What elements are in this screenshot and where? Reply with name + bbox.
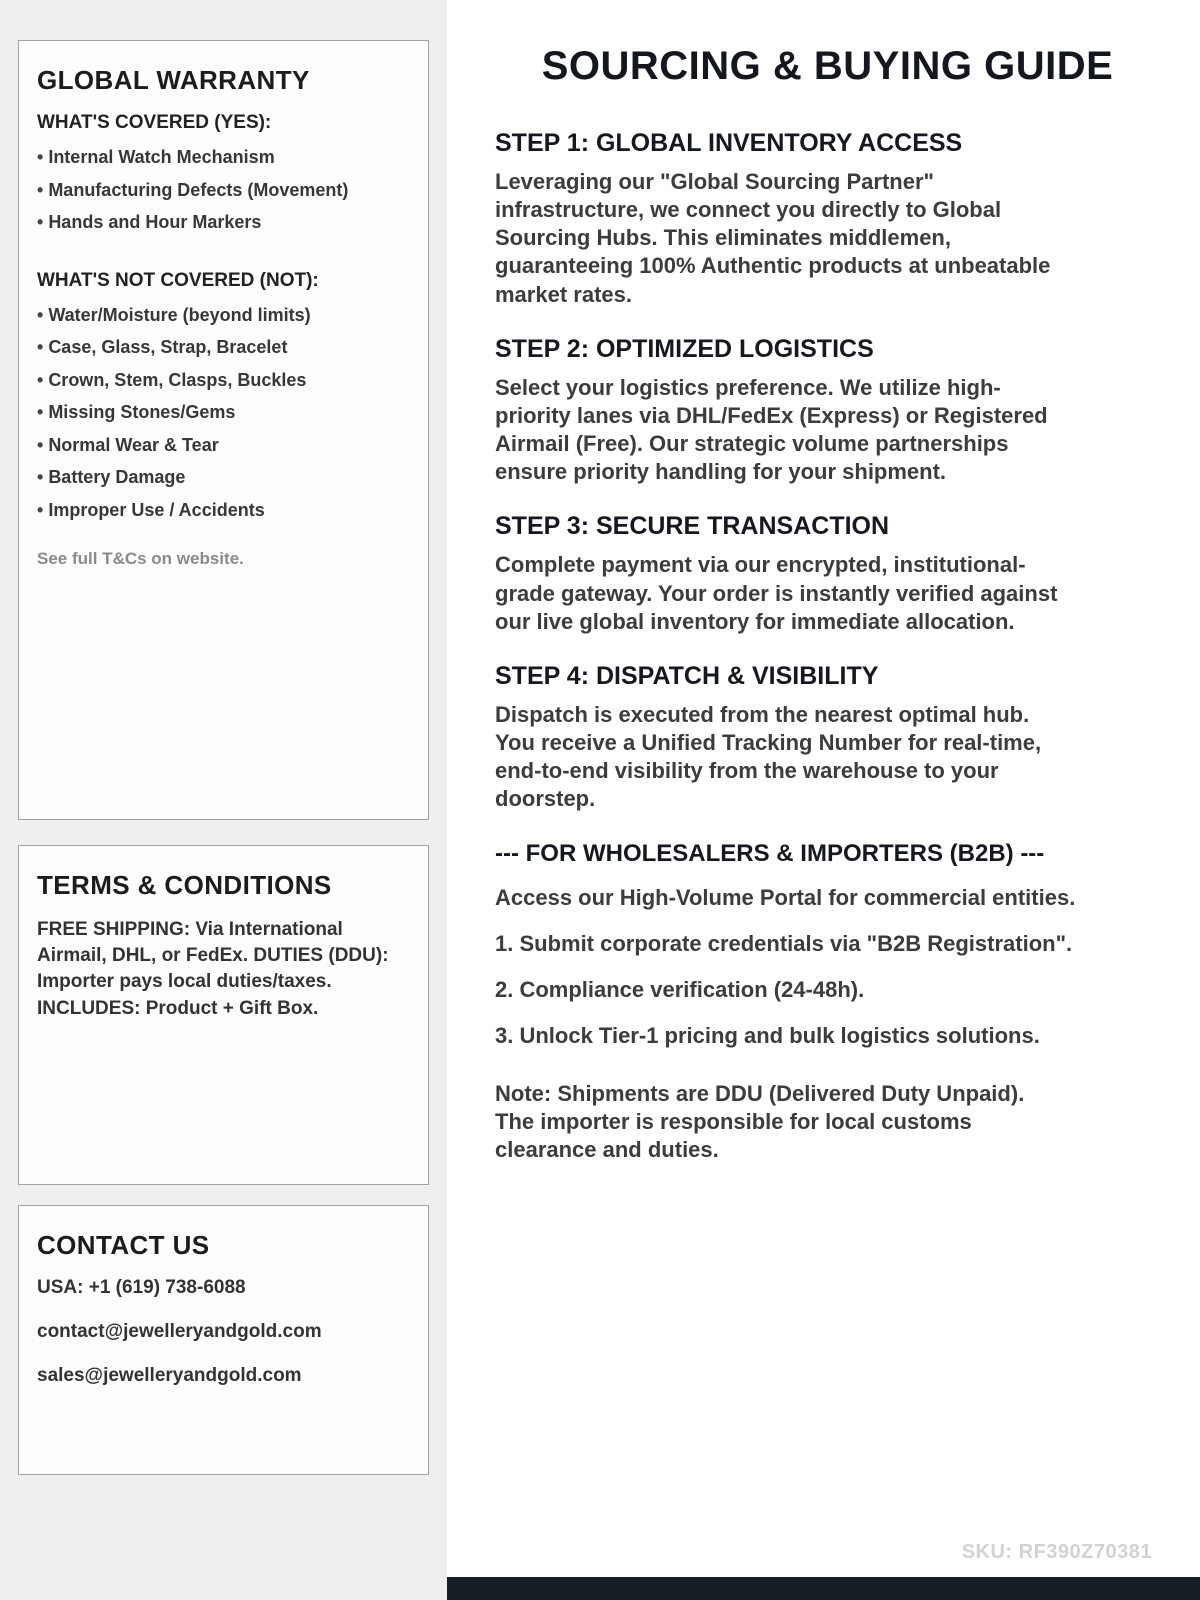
warranty-covered-item: • Manufacturing Defects (Movement)	[37, 179, 410, 202]
step-3-body: Complete payment via our encrypted, institutional-grade gateway. Your order is instantly verified against our live global inventory for immediate allocation.	[495, 552, 1058, 634]
sidebar	[0, 0, 447, 1600]
step-2-section	[495, 335, 1070, 487]
bottom-bar	[447, 1577, 1200, 1600]
warranty-not-covered-item: • Improper Use / Accidents	[37, 499, 410, 522]
warranty-not-covered-item: • Case, Glass, Strap, Bracelet	[37, 336, 410, 359]
warranty-card	[18, 40, 429, 820]
warranty-not-covered-item: • Water/Moisture (beyond limits)	[37, 304, 410, 327]
b2b-item-2: 2. Compliance verification (24-48h).	[495, 976, 865, 1002]
warranty-not-covered-item: • Battery Damage	[37, 466, 410, 489]
b2b-intro: Access our High-Volume Portal for commercial entities.	[495, 884, 1076, 910]
contact-card	[18, 1205, 429, 1475]
b2b-section	[495, 840, 1095, 1165]
warranty-covered-list	[37, 146, 410, 234]
warranty-not-covered-item: • Crown, Stem, Clasps, Buckles	[37, 369, 410, 392]
sku-label: SKU: RF390Z70381	[961, 1541, 1152, 1563]
warranty-covered-item: • Hands and Hour Markers	[37, 211, 410, 234]
terms-card	[18, 845, 429, 1185]
warranty-covered-item: • Internal Watch Mechanism	[37, 146, 410, 169]
b2b-note: Note: Shipments are DDU (Delivered Duty Unpaid). The importer is responsible for local customs clearance and duties.	[495, 1081, 1025, 1163]
warranty-footnote: See full T&Cs on website.	[37, 549, 244, 568]
step-1-heading: STEP 1: GLOBAL INVENTORY ACCESS	[495, 129, 963, 157]
warranty-title: GLOBAL WARRANTY	[37, 65, 310, 95]
warranty-not-covered-heading: WHAT'S NOT COVERED (NOT):	[37, 269, 319, 291]
step-3-section	[495, 512, 1070, 635]
warranty-covered-heading: WHAT'S COVERED (YES):	[37, 112, 272, 133]
step-1-body: Leveraging our "Global Sourcing Partner" infrastructure, we connect you directly to Global Sourcing Hubs. This eliminates middlemen, guaranteeing 100% Authentic products at unbeatable market rates.	[495, 169, 1051, 307]
step-4-section	[495, 662, 1070, 814]
warranty-not-covered-item: • Normal Wear & Tear	[37, 434, 410, 457]
step-2-body: Select your logistics preference. We utilize high-priority lanes via DHL/FedEx (Express) or Registered Airmail (Free). Our strategic volume partnerships ensure priority handling for your shipment.	[495, 374, 1048, 485]
contact-email-primary: contact@jewelleryandgold.com	[37, 1321, 322, 1342]
page-title: SOURCING & BUYING GUIDE	[541, 44, 1114, 88]
b2b-item-3: 3. Unlock Tier-1 pricing and bulk logistics solutions.	[495, 1022, 1040, 1048]
step-4-heading: STEP 4: DISPATCH & VISIBILITY	[495, 661, 879, 690]
step-1-section	[495, 129, 1070, 309]
warranty-not-covered-list	[37, 304, 410, 522]
b2b-heading: --- FOR WHOLESALERS & IMPORTERS (B2B) ---	[495, 839, 1045, 867]
contact-title: CONTACT US	[37, 1230, 210, 1260]
step-4-body: Dispatch is executed from the nearest optimal hub. You receive a Unified Tracking Number for real-time, end-to-end visibility from the warehouse to your doorstep.	[495, 701, 1042, 812]
terms-title: TERMS & CONDITIONS	[37, 870, 332, 900]
contact-phone: USA: +1 (619) 738-6088	[37, 1277, 246, 1298]
b2b-item-1: 1. Submit corporate credentials via "B2B Registration".	[495, 930, 1073, 956]
warranty-not-covered-item: • Missing Stones/Gems	[37, 401, 410, 424]
main-content	[447, 0, 1200, 1600]
step-2-heading: STEP 2: OPTIMIZED LOGISTICS	[495, 334, 874, 363]
contact-email-sales: sales@jewelleryandgold.com	[37, 1365, 302, 1386]
step-3-heading: STEP 3: SECURE TRANSACTION	[495, 512, 890, 541]
terms-body: FREE SHIPPING: Via International Airmail, DHL, or FedEx. DUTIES (DDU): Importer pays local duties/taxes. INCLUDES: Product + Gift Box.	[37, 919, 389, 1019]
